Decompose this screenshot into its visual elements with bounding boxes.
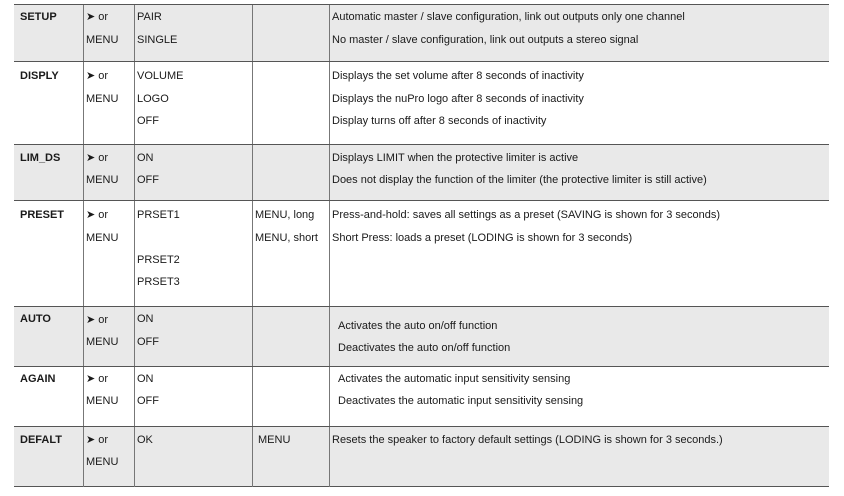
description: Press-and-hold: saves all settings as a preset (SAVING is shown for 3 seconds) bbox=[332, 209, 721, 221]
setting-name: DISPLY bbox=[20, 70, 59, 82]
option: PRSET3 bbox=[137, 276, 180, 288]
nav-menu: MENU bbox=[86, 174, 119, 186]
nav-hint: ➤ or bbox=[86, 373, 109, 385]
action: MENU, long bbox=[255, 209, 315, 221]
nav-hint: ➤ or bbox=[86, 70, 109, 82]
nav-menu: MENU bbox=[86, 93, 119, 105]
nav-menu: MENU bbox=[86, 456, 119, 468]
nav-menu: MENU bbox=[86, 34, 119, 46]
option: LOGO bbox=[137, 93, 169, 105]
option: OFF bbox=[137, 115, 159, 127]
nav-menu: MENU bbox=[86, 336, 119, 348]
setting-name: LIM_DS bbox=[20, 152, 61, 164]
description: No master / slave configuration, link out outputs a stereo signal bbox=[332, 34, 639, 46]
nav-menu: MENU bbox=[86, 395, 119, 407]
table-row-defalt bbox=[14, 426, 829, 486]
description: Activates the auto on/off function bbox=[338, 320, 498, 332]
table-row-preset bbox=[14, 200, 829, 306]
option: SINGLE bbox=[137, 34, 178, 46]
option: OFF bbox=[137, 174, 159, 186]
option: VOLUME bbox=[137, 70, 184, 82]
table-row-setup bbox=[14, 4, 829, 61]
option: ON bbox=[137, 373, 154, 385]
arrow-right-icon: ➤ bbox=[86, 11, 96, 23]
setting-name: SETUP bbox=[20, 11, 57, 23]
table-row-auto bbox=[14, 306, 829, 366]
description: Short Press: loads a preset (LODING is shown for 3 seconds) bbox=[332, 232, 633, 244]
option: PRSET2 bbox=[137, 254, 180, 266]
description: Activates the automatic input sensitivity sensing bbox=[338, 373, 571, 385]
settings-table bbox=[14, 0, 829, 487]
nav-hint: ➤ or bbox=[86, 209, 109, 221]
description: Does not display the function of the limiter (the protective limiter is still active) bbox=[332, 174, 707, 186]
description: Displays the nuPro logo after 8 seconds of inactivity bbox=[332, 93, 584, 105]
table-row-lim-ds bbox=[14, 144, 829, 200]
arrow-right-icon: ➤ bbox=[86, 70, 96, 82]
nav-hint: ➤ or bbox=[86, 152, 109, 164]
option: PRSET1 bbox=[137, 209, 180, 221]
setting-name: DEFALT bbox=[20, 434, 62, 446]
nav-hint: ➤ or bbox=[86, 11, 109, 23]
option: PAIR bbox=[137, 11, 162, 23]
nav-hint: ➤ or bbox=[86, 434, 109, 446]
arrow-right-icon: ➤ bbox=[86, 152, 96, 164]
setting-name: PRESET bbox=[20, 209, 65, 221]
description: Displays LIMIT when the protective limiter is active bbox=[332, 152, 579, 164]
description: Display turns off after 8 seconds of inactivity bbox=[332, 115, 547, 127]
setting-name: AGAIN bbox=[20, 373, 56, 385]
description: Resets the speaker to factory default settings (LODING is shown for 3 seconds.) bbox=[332, 434, 723, 446]
nav-hint: ➤ or bbox=[86, 314, 109, 326]
option: OK bbox=[137, 434, 153, 446]
nav-menu: MENU bbox=[86, 232, 119, 244]
description: Deactivates the automatic input sensitivity sensing bbox=[338, 395, 584, 407]
action: MENU, short bbox=[255, 232, 318, 244]
arrow-right-icon: ➤ bbox=[86, 434, 96, 446]
action: MENU bbox=[258, 434, 291, 446]
description: Displays the set volume after 8 seconds of inactivity bbox=[332, 70, 584, 82]
arrow-right-icon: ➤ bbox=[86, 373, 96, 385]
option: OFF bbox=[137, 336, 159, 348]
arrow-right-icon: ➤ bbox=[86, 209, 96, 221]
option: ON bbox=[137, 152, 154, 164]
description: Deactivates the auto on/off function bbox=[338, 342, 511, 354]
option: OFF bbox=[137, 395, 159, 407]
table-row-again bbox=[14, 366, 829, 426]
table-row-disply bbox=[14, 61, 829, 144]
arrow-right-icon: ➤ bbox=[86, 314, 96, 326]
option: ON bbox=[137, 313, 154, 325]
description: Automatic master / slave configuration, link out outputs only one channel bbox=[332, 11, 685, 23]
setting-name: AUTO bbox=[20, 313, 51, 325]
